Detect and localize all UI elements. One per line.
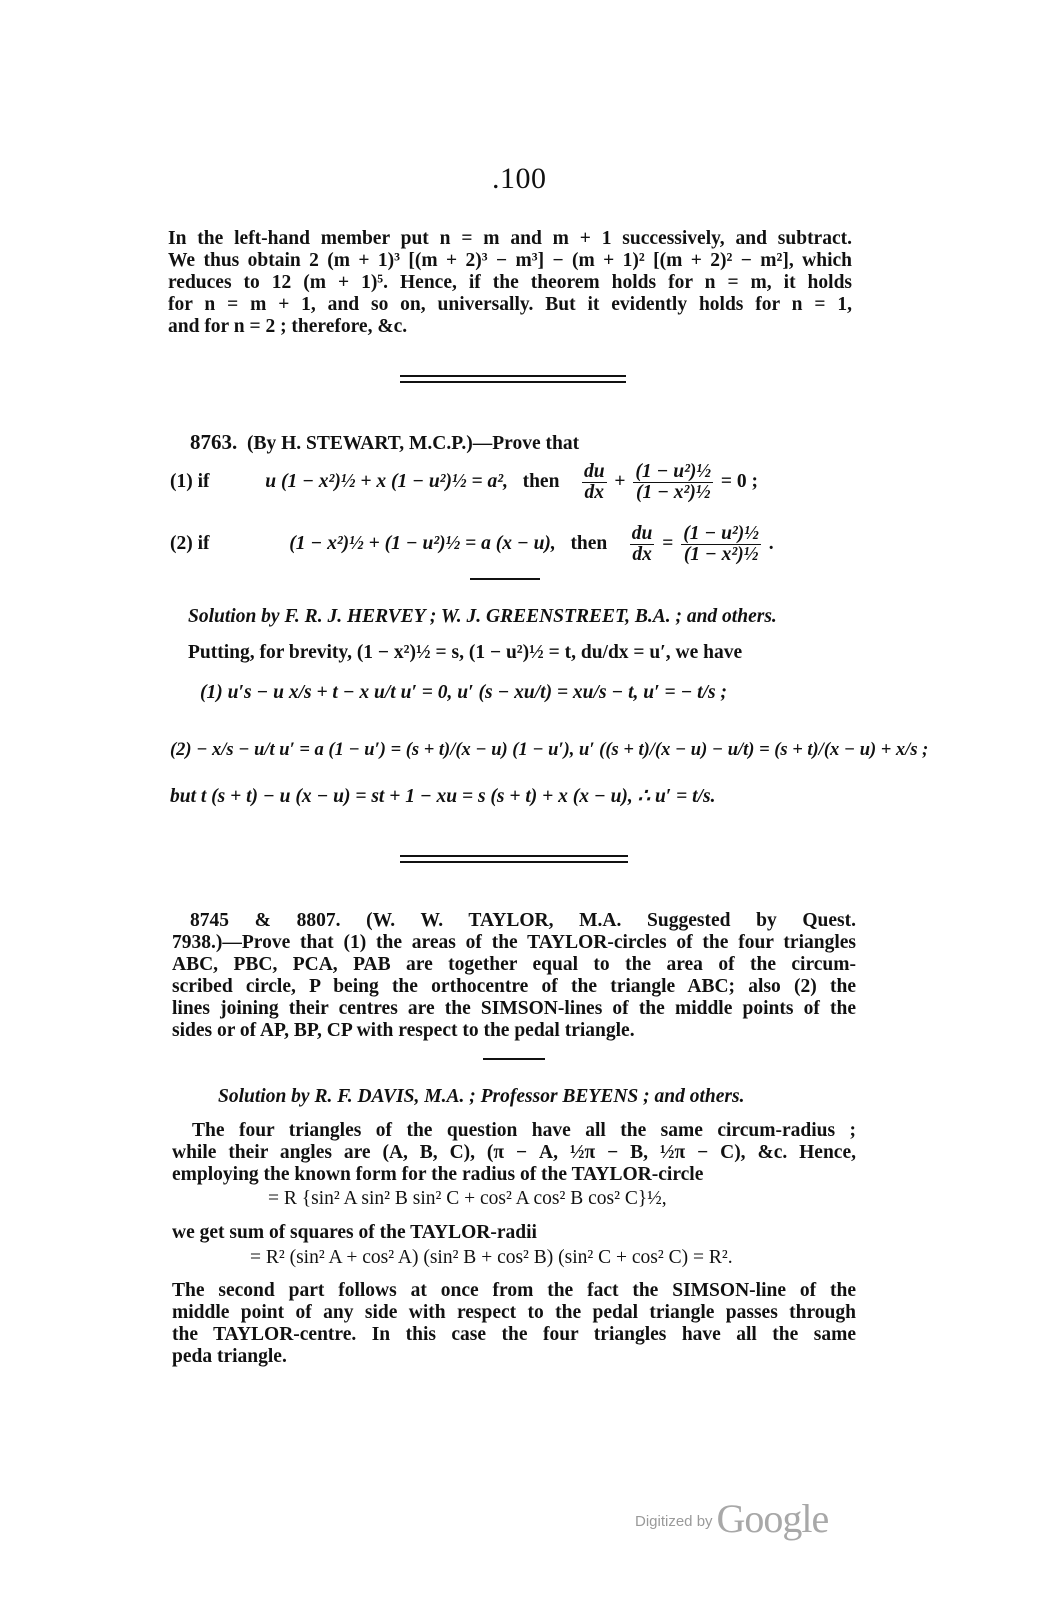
digitized-by-text: Digitized by	[635, 1513, 713, 1530]
question-author: (By H. STEWART, M.C.P.)—Prove that	[247, 433, 580, 454]
question-8763-header	[190, 430, 579, 455]
q8745-line-6: sides or of AP, BP, CP with respect to the pedal triangle.	[172, 1020, 635, 1041]
body1-line-1: The four triangles of the question have all the same circum-radius ;	[192, 1120, 856, 1141]
intro-paragraph	[168, 228, 852, 338]
q8745-line-5: lines joining their centres are the SIMSON-lines of the middle points of the	[172, 998, 856, 1019]
eq2-tail: .	[768, 532, 774, 554]
solution-step-3: but t (s + t) − u (x − u) = st + 1 − xu = s (s + t) + x (x − u), ∴ u′ = t/s.	[170, 786, 716, 807]
intro-line-5: and for n = 2 ; therefore, &c.	[168, 316, 408, 337]
solution-body-1	[172, 1120, 856, 1186]
body1-line-2: while their angles are (A, B, C), (π − A, ½π − B, ½π − C), &c. Hence,	[172, 1142, 856, 1163]
eq2-fraction: $\frac{\text{(1 − u²)½}}{\text{(1 − x²)½}}$	[683, 523, 759, 565]
eq2-lhs: (1 − x²)½ + (1 − u²)½ = a (x − u),	[289, 532, 556, 554]
body1-line-3: employing the known form for the radius of the TAYLOR-circle	[172, 1164, 704, 1185]
body3-line-1: The second part follows at once from the fact the SIMSON-line of the	[172, 1280, 856, 1301]
digitized-by-google-watermark	[635, 1495, 828, 1542]
body3-line-4: peda triangle.	[172, 1346, 287, 1367]
putting-line: Putting, for brevity, (1 − x²)½ = s, (1 − u²)½ = t, du/dx = u′, we have	[188, 642, 743, 663]
intro-line-3: reduces to 12 (m + 1)⁵. Hence, if the theorem holds for n = m, it holds	[168, 272, 852, 293]
eq2-then: then	[570, 532, 608, 554]
solution-step-1: (1) u′s − u x/s + t − x u/t u′ = 0, u′ (s − xu/t) = xu/s − t, u′ = − t/s ;	[200, 682, 727, 703]
eq2-label: (2) if	[170, 532, 210, 554]
google-logo: Google	[716, 1496, 829, 1541]
question-8745-paragraph	[172, 910, 856, 1042]
solution-body-3	[172, 1280, 856, 1368]
solution-credit-8745: Solution by R. F. DAVIS, M.A. ; Professor BEYENS ; and others.	[218, 1086, 745, 1107]
intro-line-2: We thus obtain 2 (m + 1)³ [(m + 2)³ − m³] − (m + 1)² [(m + 2)² − m²], which	[168, 250, 852, 271]
solution-step-2: (2) − x/s − u/t u′ = a (1 − u′) = (s + t)/(x − u) (1 − u′), u′ ((s + t)/(x − u) − u/t) = (s + t)/(x − u) + x/s ;	[170, 740, 929, 760]
short-rule-2	[483, 1058, 545, 1060]
section-divider-1	[400, 375, 626, 383]
page-number: .100	[492, 162, 547, 195]
eq2-derivative: $\frac{du}{dx}$	[631, 523, 653, 565]
solution-credit-8763: Solution by F. R. J. HERVEY ; W. J. GREENSTREET, B.A. ; and others.	[188, 606, 777, 627]
solution-body-2: we get sum of squares of the TAYLOR-radii	[172, 1222, 537, 1243]
formula-sum-squares: = R² (sin² A + cos² A) (sin² B + cos² B) (sin² C + cos² C) = R².	[250, 1247, 733, 1268]
section-divider-2	[400, 855, 628, 863]
intro-line-4: for n = m + 1, and so on, universally. But it evidently holds for n = 1,	[168, 294, 852, 315]
eq1-tail: = 0 ;	[720, 470, 759, 492]
body3-line-3: the TAYLOR-centre. In this case the four triangles have all the same	[172, 1324, 856, 1345]
formula-taylor-radius: = R {sin² A sin² B sin² C + cos² A cos² B cos² C}½,	[268, 1188, 667, 1209]
eq1-then: then	[522, 470, 560, 492]
eq2-equals: =	[662, 532, 674, 554]
eq1-plus: +	[614, 470, 626, 492]
q8745-line-2: 7938.)—Prove that (1) the areas of the TAYLOR-circles of the four triangles	[172, 932, 856, 953]
short-rule-1	[470, 578, 540, 580]
body3-line-2: middle point of any side with respect to the pedal triangle passes through	[172, 1302, 856, 1323]
question-number: 8763.	[190, 430, 238, 454]
eq1-label: (1) if	[170, 470, 210, 492]
equation-2	[170, 524, 774, 565]
q8745-line-1: 8745 & 8807. (W. W. TAYLOR, M.A. Suggested by Quest.	[190, 910, 856, 931]
eq1-lhs: u (1 − x²)½ + x (1 − u²)½ = a²,	[265, 470, 508, 492]
equation-1	[170, 462, 758, 503]
eq1-fraction: $\frac{\text{(1 − u²)½}}{\text{(1 − x²)½}}$	[635, 461, 712, 503]
q8745-line-3: ABC, PBC, PCA, PAB are together equal to the area of the circum-	[172, 954, 856, 975]
q8745-line-4: scribed circle, P being the orthocentre of the triangle ABC; also (2) the	[172, 976, 856, 997]
eq1-derivative: $\frac{du}{dx}$	[583, 461, 605, 503]
intro-line-1: In the left-hand member put n = m and m + 1 successively, and subtract.	[168, 228, 852, 249]
